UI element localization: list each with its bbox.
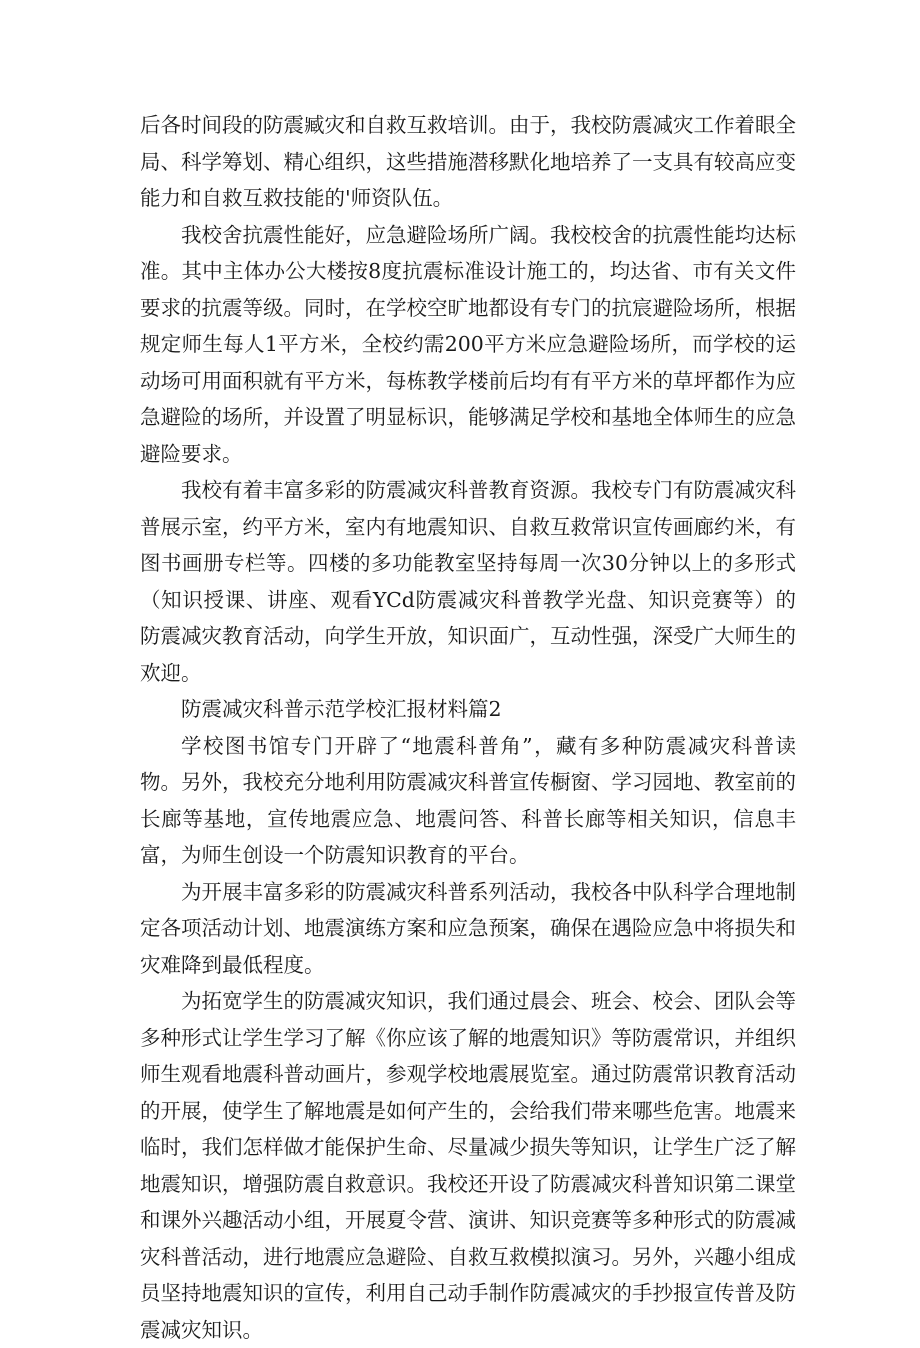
section-heading: 防震减灾科普示范学校汇报材料篇2: [181, 697, 502, 721]
paragraph-knowledge-activities: 为拓宽学生的防震减灾知识，我们通过晨会、班会、校会、团队会等多种形式让学生学习了解《你应该了解的地震知识》等防震常识，并组织师生观看地震科普动画片，参观学校地震展览室。通过防震常识教育活动的开展，使学生了解地震是如何产生的，会给我们带来哪些危害。地震来临时，我们怎样做才能保护生命、尽量减少损失等知识，让学生广泛了解地震知识，增强防震自救意识。我校还开设了防震减灾科普知识第二课堂和课外兴趣活动小组，开展夏令营、演讲、知识竞赛等多种形式的防震减灾科普活动，进行地震应急避险、自救互救模拟演习。另外，兴趣小组成员坚持地震知识的宣传，利用自己动手制作防震减灾的手抄报宣传普及防震减灾知识。: [140, 989, 796, 1342]
paragraph-continued: 后各时间段的防震臧灾和自救互救培训。由于，我校防震减灾工作着眼全局、科学筹划、精心组织，这些措施潜移默化地培养了一支具有较高应变能力和自救互救技能的'师资队伍。: [140, 113, 796, 210]
paragraph-library-corner: 学校图书馆专门开辟了“地震科普角”，藏有多种防震减灾科普读物。另外，我校充分地利用防震减灾科普宣传橱窗、学习园地、教室前的长廊等基地，宣传地震应急、地震问答、科普长廊等相关知识，信息丰富，为师生创设一个防震知识教育的平台。: [140, 733, 796, 867]
document-body: [140, 107, 796, 1348]
paragraph-activity-plans: 为开展丰富多彩的防震减灾科普系列活动，我校各中队科学合理地制定各项活动计划、地震演练方案和应急预案，确保在遇险应急中将损失和灾难降到最低程度。: [140, 879, 796, 977]
paragraph-seismic-performance: 我校舍抗震性能好，应急避险场所广阔。我校校舍的抗震性能均达标准。其中主体办公大楼按8度抗震标准设计施工的，均达省、市有关文件要求的抗震等级。同时，在学校空旷地都设有专门的抗宸避险场所，根据规定师生每人1平方米，全校约需200平方米应急避险场所，而学校的运动场可用面积就有平方米，每栋教学楼前后均有有平方米的草坪都作为应急避险的场所，并设置了明显标识，能够满足学校和基地全体师生的应急避险要求。: [140, 222, 796, 466]
paragraph-education-resources: 我校有着丰富多彩的防震减灾科普教育资源。我校专门有防震减灾科普展示室，约平方米，室内有地震知识、自救互救常识宣传画廊约米，有图书画册专栏等。四楼的多功能教室坚持每周一次30分钟以上的多形式（知识授课、讲座、观看YCd防震减灾科普教学光盘、知识竞赛等）的防震减灾教育活动，向学生开放，知识面广，互动性强，深受广大师生的欢迎。: [140, 478, 796, 685]
